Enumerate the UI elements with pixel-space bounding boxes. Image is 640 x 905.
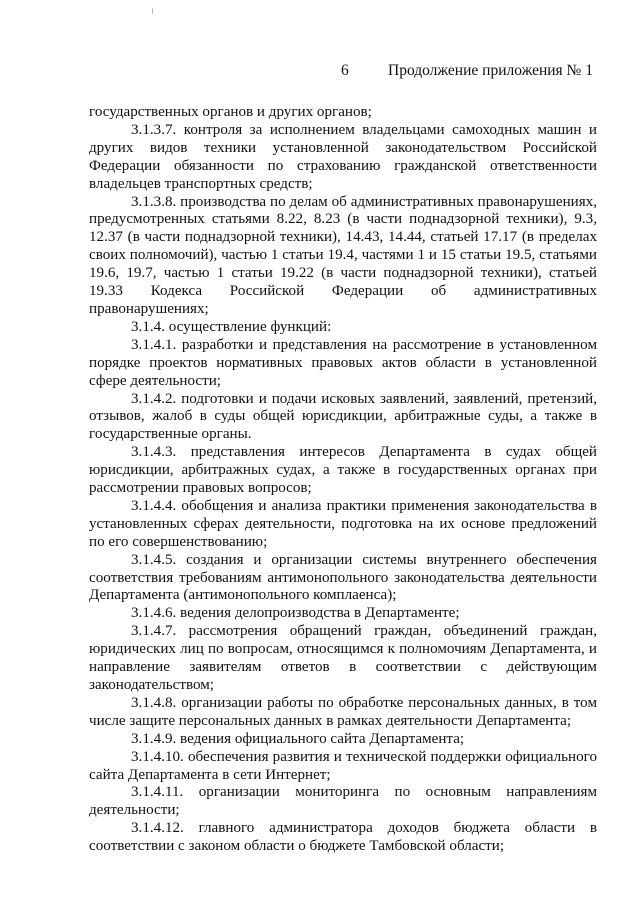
paragraph: 3.1.4.9. ведения официального сайта Департамента; [131, 730, 465, 747]
paragraph: 3.1.4.8. организации работы по обработке персональных данных, в том числе защите персональных данных в рамках деятельности Департамента; [89, 694, 597, 729]
paragraph: 3.1.4.1. разработки и представления на рассмотрение в установленном порядке проектов нормативных правовых актов области в установленной сфере деятельности; [89, 336, 597, 389]
paragraph: 3.1.4.4. обобщения и анализа практики применения законодательства в установленных сферах деятельности, подготовка на их основе предложений по его совершенствованию; [89, 497, 597, 550]
paragraph: 3.1.4.2. подготовки и подачи исковых заявлений, заявлений, претензий, отзывов, жалоб в суды общей юрисдикции, арбитражные суды, а также в государственные органы. [89, 390, 597, 443]
paragraph: 3.1.4. осуществление функций: [131, 318, 332, 335]
paragraph: 3.1.4.3. представления интересов Департамента в судах общей юрисдикции, арбитражных судах, а также в государственных органах при рассмотрении правовых вопросов; [89, 444, 597, 497]
paragraph: государственных органов и других органов; [89, 104, 372, 120]
scan-mark [152, 8, 153, 14]
paragraph: 3.1.4.6. ведения делопроизводства в Департаменте; [131, 605, 460, 622]
paragraph: 3.1.4.5. создания и организации системы внутреннего обеспечения соответствия требованиям антимонопольного законодательства деятельности Департамента (антимонопольного комплаенса); [89, 551, 597, 604]
page-header [0, 62, 640, 84]
header-title: Продолжение приложения № 1 [388, 62, 593, 79]
paragraph: 3.1.4.12. главного администратора доходов бюджета области в соответствии с законом области о бюджете Тамбовской области; [89, 820, 597, 855]
paragraph: 3.1.3.8. производства по делам об административных правонарушениях, предусмотренных статьями 8.22, 8.23 (в части поднадзорной техники), 9.3, 12.37 (в части поднадзорной техники), 14.43, 14.44, статьей 17.17 (в пределах своих полномочий), частью 1 статьи 19.4, частями 1 и 15 статьи 19.5, статьями 19.6, 19.7, частью 1 статьи 19.22 (в части поднадзорной техники), статьей 19.33 Кодекса Российской Федерации об административных правонарушениях; [89, 193, 597, 317]
paragraph: 3.1.4.7. рассмотрения обращений граждан, объединений граждан, юридических лиц по вопросам, относящимся к полномочиям Департамента, и направление заявителям ответов в соответствии с действующим законодательством; [89, 623, 597, 693]
paragraph: 3.1.4.10. обеспечения развития и технической поддержки официального сайта Департамента в сети Интернет; [89, 748, 597, 783]
document-body [89, 104, 597, 856]
paragraph: 3.1.4.11. организации мониторинга по основным направлениям деятельности; [89, 784, 597, 819]
paragraph: 3.1.3.7. контроля за исполнением владельцами самоходных машин и других видов техники установленной законодательством Российской Федерации обязанности по страхованию гражданской ответственности владельцев транспортных средств; [89, 121, 597, 192]
page-number: 6 [341, 62, 349, 79]
